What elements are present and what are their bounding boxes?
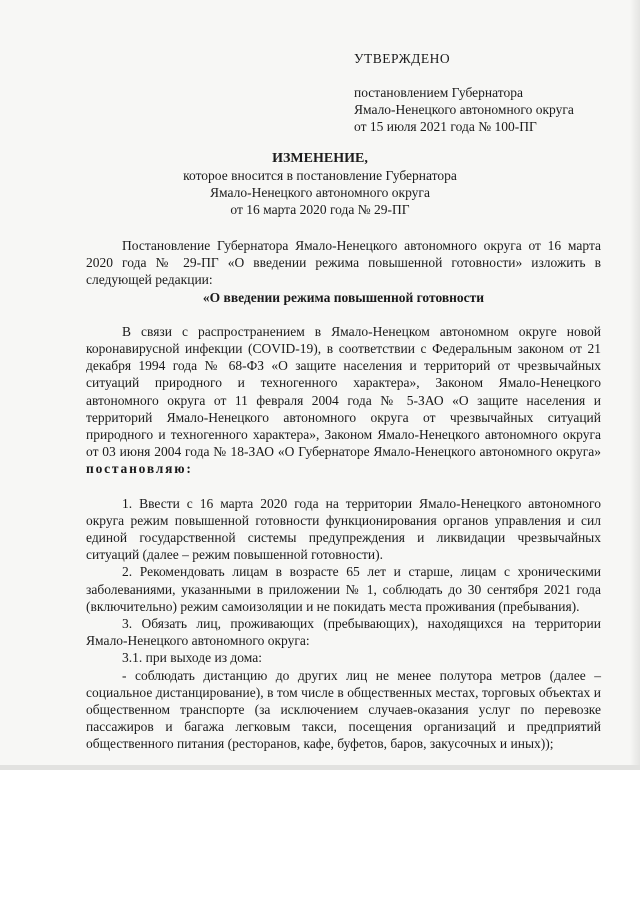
title-line-2: Ямало-Ненецкого автономного округа (210, 185, 430, 200)
item-3-1-a: - соблюдать дистанцию до других лиц не менее полутора метров (далее – социальное дистанцирование), в том числе в общественных местах, торговых объектах и общественном транспорте (за исключением случаев-оказания услуг по перевозке пассажиров и багажа легковым такси, посещения организаций и предприятий общественного питания (ресторанов, кафе, буфетов, баров, закусочных и иных)); (86, 667, 601, 752)
new-title-heading: «О введении режима повышенной готовности (202, 289, 485, 305)
preamble-paragraph (86, 323, 601, 478)
decree-word: постановляю: (86, 461, 193, 477)
document-body (86, 237, 601, 753)
approval-line-1: постановлением Губернатора (354, 85, 523, 100)
item-1: 1. Ввести с 16 марта 2020 года на территории Ямало-Ненецкого автономного округа режим повышенной готовности функционирования органов управления и сил единой государственной системы предупреждения и ликвидации чрезвычайных ситуаций (далее – режим повышенной готовности). (86, 495, 601, 563)
item-3-1: 3.1. при выходе из дома: (122, 650, 262, 666)
approval-line-2: Ямало-Ненецкого автономного округа (354, 102, 574, 117)
approval-line-3: от 15 июля 2021 года № 100-ПГ (354, 119, 537, 134)
title-line-3: от 16 марта 2020 года № 29-ПГ (230, 202, 410, 217)
item-2: 2. Рекомендовать лицам в возрасте 65 лет и старше, лицам с хроническими заболеваниями, указанными в приложении № 1, соблюдать до 30 сентября 2021 года (включительно) режим самоизоляции и не покидать места проживания (пребывания). (86, 564, 601, 614)
item-3: 3. Обязать лиц, проживающих (пребывающих), находящихся на территории Ямало-Ненецкого автономного округа: (86, 616, 601, 649)
approval-stamp-block (354, 50, 624, 135)
scan-bottom-edge (0, 765, 640, 770)
preamble-text: В связи с распространением в Ямало-Ненецком автономном округе новой коронавирусной инфекции (COVID-19), в соответствии с Федеральным законом от 21 декабря 1994 года № 68-ФЗ «О защите населения и территорий от чрезвычайных ситуаций природного и техногенного характера», Законом Ямало-Ненецкого автономного округа от 11 февраля 2004 года № 5-ЗАО «О защите населения и территорий Ямало-Ненецкого автономного округа от чрезвычайных ситуаций природного и техногенного характера», Законом Ямало-Ненецкого автономного округа от 03 июня 2004 года № 18-ЗАО «О Губернаторе Ямало-Ненецкого автономного округа» (86, 323, 601, 460)
intro-paragraph: Постановление Губернатора Ямало-Ненецкого автономного округа от 16 марта 2020 года № 29-ПГ «О введении режима повышенной готовности» изложить в следующей редакции: (86, 238, 601, 288)
scan-edge-shadow (630, 0, 640, 770)
document-title-block (90, 150, 550, 218)
document-title: ИЗМЕНЕНИЕ, (272, 151, 368, 166)
approval-heading: УТВЕРЖДЕНО (354, 51, 451, 66)
title-line-1: которое вносится в постановление Губернатора (183, 168, 457, 183)
